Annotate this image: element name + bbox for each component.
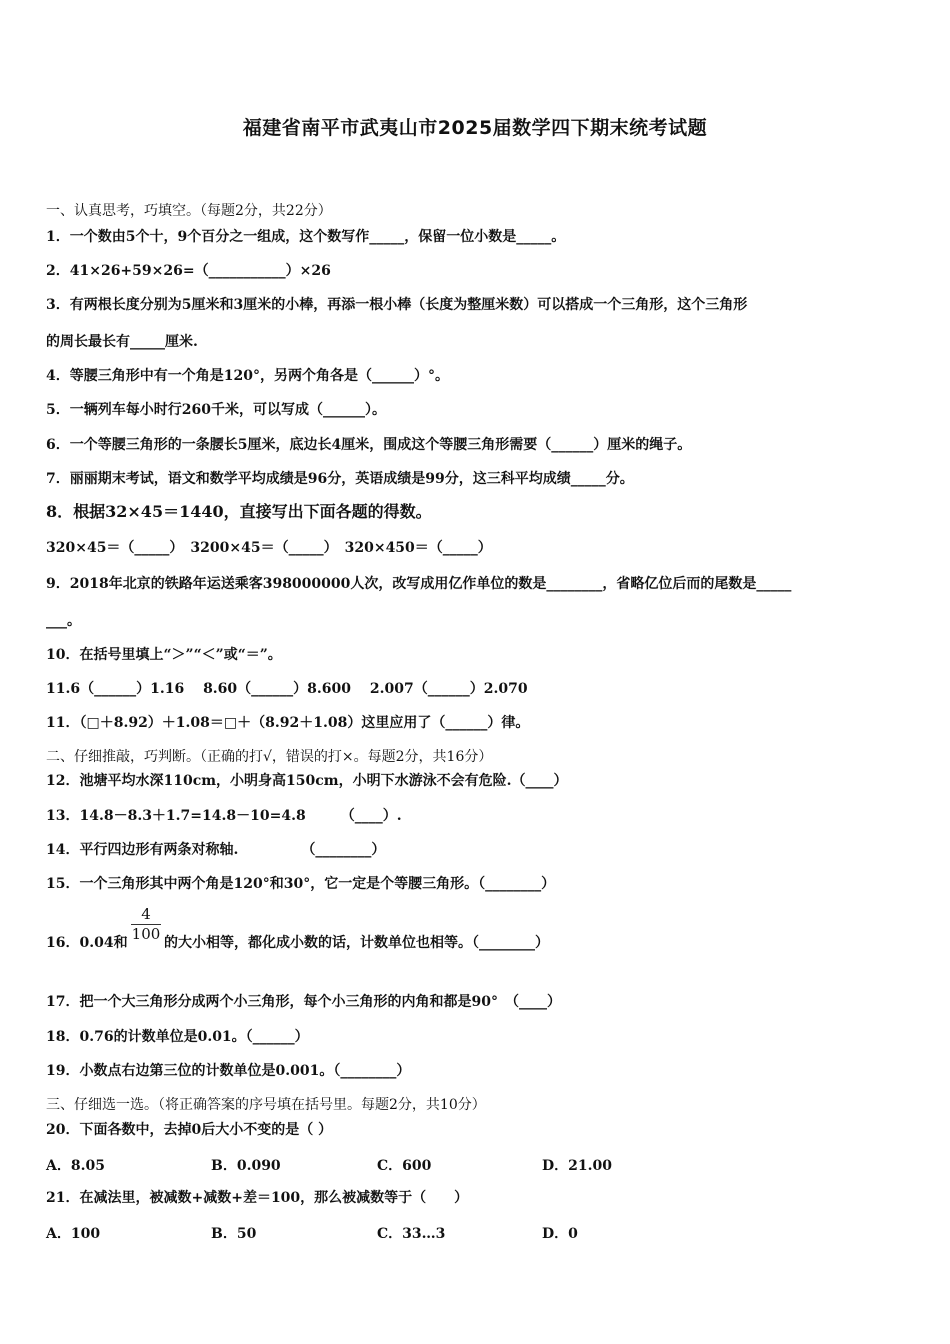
q20-option-c: C．600 <box>377 1158 432 1174</box>
question-2: 2．41×26+59×26=（___________）×26 <box>46 263 331 279</box>
question-17: 17．把一个大三角形分成两个小三角形，每个小三角形的内角和都是90° （____） <box>46 994 561 1010</box>
section-heading-1: 一、认真思考，巧填空。（每题2分，共22分） <box>46 203 332 219</box>
fraction-denominator: 100 <box>131 925 161 943</box>
question-14: 14．平行四边形有两条对称轴. （________） <box>46 842 386 858</box>
question-8-items: 320×45＝（_____） 3200×45＝（_____） 320×450＝（_____） <box>46 540 492 556</box>
q21-option-a: A．100 <box>46 1226 101 1242</box>
fraction-4-over-100 <box>131 906 161 943</box>
question-6: 6．一个等腰三角形的一条腰长5厘米，底边长4厘米，围成这个等腰三角形需要（______）厘米的绳子。 <box>46 437 692 453</box>
question-10: 10．在括号里填上“＞”“＜”或“＝”。 <box>46 647 282 663</box>
question-13: 13．14.8－8.3＋1.7=14.8－10=4.8 （____）. <box>46 808 402 824</box>
question-1: 1．一个数由5个十，9个百分之一组成，这个数写作_____，保留一位小数是_____。 <box>46 229 566 245</box>
q20-option-b: B．0.090 <box>211 1158 281 1174</box>
fraction-numerator: 4 <box>131 906 161 925</box>
question-18: 18．0.76的计数单位是0.01。（______） <box>46 1029 309 1045</box>
question-19: 19．小数点右边第三位的计数单位是0.001。（________） <box>46 1063 411 1079</box>
question-10-items: 11.6（______）1.16 8.60（______）8.600 2.007（______）2.070 <box>46 681 528 697</box>
question-9-continued: ___。 <box>46 613 81 629</box>
question-9: 9．2018年北京的铁路年运送乘客398000000人次，改写成用亿作单位的数是________，省略亿位后而的尾数是_____ <box>46 576 792 592</box>
question-5: 5．一辆列车每小时行260千米，可以写成（______）。 <box>46 402 386 418</box>
question-7: 7．丽丽期末考试，语文和数学平均成绩是96分，英语成绩是99分，这三科平均成绩_____分。 <box>46 471 634 487</box>
question-16-prefix: 16．0.04和 <box>46 935 128 951</box>
question-3-continued: 的周长最长有_____厘米. <box>46 334 198 350</box>
question-4: 4．等腰三角形中有一个角是120°，另两个角各是（______）°。 <box>46 368 449 384</box>
page-title: 福建省南平市武夷山市2025届数学四下期末统考试题 <box>242 117 708 139</box>
question-11: 11．（□＋8.92）＋1.08＝□＋（8.92＋1.08）这里应用了（______）律。 <box>46 715 530 731</box>
section-heading-2: 二、仔细推敲，巧判断。（正确的打√，错误的打×。每题2分，共16分） <box>46 749 493 765</box>
question-3: 3．有两根长度分别为5厘米和3厘米的小棒，再添一根小棒（长度为整厘米数）可以搭成一个三角形，这个三角形 <box>46 297 748 313</box>
question-12: 12．池塘平均水深110cm，小明身高150cm，小明下水游泳不会有危险.（____） <box>46 773 568 789</box>
section-heading-3: 三、仔细选一选。（将正确答案的序号填在括号里。每题2分，共10分） <box>46 1097 486 1113</box>
question-8: 8．根据32×45＝1440，直接写出下面各题的得数。 <box>46 502 432 521</box>
q21-option-c: C．33…3 <box>377 1226 446 1242</box>
question-21: 21．在减法里，被减数+减数+差＝100，那么被减数等于（ ） <box>46 1190 469 1206</box>
q20-option-d: D．21.00 <box>542 1158 612 1174</box>
q21-option-d: D．0 <box>542 1226 578 1242</box>
question-16-suffix: 的大小相等，都化成小数的话，计数单位也相等。（________） <box>164 935 549 951</box>
q20-option-a: A．8.05 <box>46 1158 105 1174</box>
question-20: 20．下面各数中，去掉0后大小不变的是（ ） <box>46 1122 333 1138</box>
question-15: 15．一个三角形其中两个角是120°和30°，它一定是个等腰三角形。（________） <box>46 876 556 892</box>
q21-option-b: B．50 <box>211 1226 257 1242</box>
